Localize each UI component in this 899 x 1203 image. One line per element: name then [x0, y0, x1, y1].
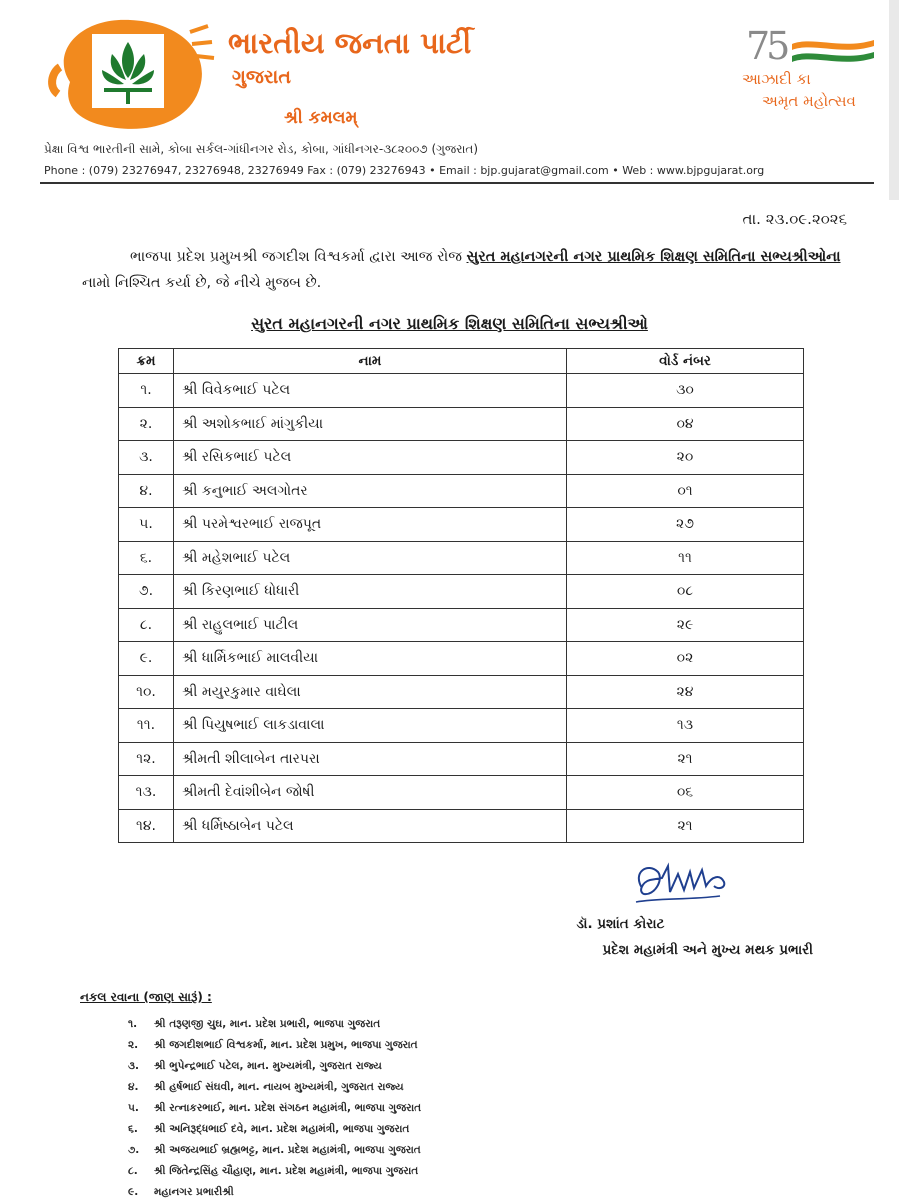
intro-highlight: સુરત મહાનગરની નગર પ્રાથમિક શિક્ષણ સમિતિના સભ્યશ્રીઓના [466, 249, 841, 265]
ward-cell: ૦૧ [567, 474, 804, 508]
copy-item-text: મહાનગર પ્રભારીશ્રી [154, 1186, 234, 1198]
ward-cell: ૨૯ [567, 608, 804, 642]
table-row [119, 474, 804, 508]
table-row [119, 776, 804, 810]
serial-cell: ૧૧. [119, 709, 174, 743]
table-row [119, 508, 804, 542]
ward-cell: ૩૦ [567, 374, 804, 408]
name-cell: શ્રી મયુરકુમાર વાઘેલા [174, 675, 567, 709]
azadi-number: 75 [746, 24, 787, 68]
name-cell: શ્રી કનુભાઈ અલગોતર [174, 474, 567, 508]
ward-cell: ૨૭ [567, 508, 804, 542]
name-cell: શ્રી પિયુષભાઈ લાકડાવાલા [174, 709, 567, 743]
table-header-row [119, 349, 804, 374]
ward-cell: ૦૬ [567, 776, 804, 810]
table-row [119, 742, 804, 776]
header-ward: વોર્ડ નંબર [567, 349, 804, 374]
table-row [119, 441, 804, 475]
name-cell: શ્રી કિરણભાઈ ધોધારી [174, 575, 567, 609]
copy-to-heading: નકલ રવાના (જાણ સારૂં) : [80, 990, 212, 1004]
copy-to-list [128, 1014, 421, 1203]
serial-cell: ૧૦. [119, 675, 174, 709]
copy-item-text: શ્રી જગદીશભાઈ વિશ્વકર્મા, માન. પ્રદેશ પ્રમુખ, ભાજપા ગુજરાત [154, 1039, 418, 1051]
copy-item-number: ૨. [128, 1039, 139, 1051]
signatory-name: ડૉ. પ્રશાંત કોરાટ [576, 916, 665, 932]
table-row [119, 407, 804, 441]
name-cell: શ્રી ધાર્મિકભાઈ માલવીયા [174, 642, 567, 676]
copy-item-number: ૮. [128, 1165, 138, 1177]
members-table [118, 348, 804, 843]
copy-item-number: ૫. [128, 1102, 139, 1114]
intro-paragraph [82, 244, 852, 296]
table-heading: સુરત મહાનગરની નગર પ્રાથમિક શિક્ષણ સમિતિના સભ્યશ્રીઓ [251, 314, 648, 333]
azadi-line-1: આઝાદી કા [742, 70, 811, 88]
azadi-line-2: અમૃત મહોત્સવ [762, 92, 856, 110]
header-serial: ક્રમ [119, 349, 174, 374]
name-cell: શ્રીમતી દેવાંશીબેન જોષી [174, 776, 567, 810]
copy-item-number: ૧. [128, 1018, 138, 1030]
table-row [119, 709, 804, 743]
list-item [128, 1119, 421, 1140]
name-cell: શ્રી વિવેકભાઈ પટેલ [174, 374, 567, 408]
list-item [128, 1035, 421, 1056]
name-cell: શ્રી અશોકભાઈ માંગુકીયા [174, 407, 567, 441]
table-row [119, 541, 804, 575]
copy-item-text: શ્રી જિતેન્દ્રસિંહ ચૌહાણ, માન. પ્રદેશ મહામંત્રી, ભાજપા ગુજરાત [154, 1165, 419, 1177]
name-cell: શ્રીમતી શીલાબેન તારપરા [174, 742, 567, 776]
ward-cell: ૨૧ [567, 809, 804, 843]
intro-lead: ભાજપા પ્રદેશ પ્રમુખશ્રી જગદીશ વિશ્વકર્મા દ્વારા આજ રોજ [130, 249, 462, 265]
party-state: ગુજરાત [232, 66, 291, 88]
ward-cell: ૦૮ [567, 575, 804, 609]
handwritten-signature [628, 858, 738, 912]
party-name: ભારતીય જનતા પાર્ટી [228, 26, 472, 60]
serial-cell: ૧૪. [119, 809, 174, 843]
serial-cell: ૮. [119, 608, 174, 642]
office-address: પ્રેક્ષા વિશ્વ ભારતીની સામે, કોબા સર્કલ-ગાંધીનગર રોડ, કોબા, ગાંધીનગર-૩૮૨૦૦૭ (ગુજરાત) [44, 142, 479, 156]
table-row [119, 575, 804, 609]
copy-item-number: ૩. [128, 1060, 139, 1072]
list-item [128, 1161, 421, 1182]
name-cell: શ્રી મહેશભાઈ પટેલ [174, 541, 567, 575]
serial-cell: ૨. [119, 407, 174, 441]
serial-cell: ૪. [119, 474, 174, 508]
list-item [128, 1014, 421, 1035]
azadi-ka-amrit-mahotsav-logo [740, 24, 880, 118]
table-row [119, 608, 804, 642]
office-name: શ્રી કમલમ્ [284, 108, 358, 128]
ward-cell: ૧૩ [567, 709, 804, 743]
copy-item-number: ૪. [128, 1081, 139, 1093]
serial-cell: ૭. [119, 575, 174, 609]
serial-cell: ૬. [119, 541, 174, 575]
copy-item-number: ૬. [128, 1123, 138, 1135]
ward-cell: ૨૧ [567, 742, 804, 776]
serial-cell: ૧૨. [119, 742, 174, 776]
copy-item-text: શ્રી ભુપેન્દ્રભાઈ પટેલ, માન. મુખ્યમંત્રી, ગુજરાત રાજ્ય [154, 1060, 382, 1072]
tricolour-flag-icon [792, 36, 874, 64]
signatory-title: પ્રદેશ મહામંત્રી અને મુખ્ય મથક પ્રભારી [602, 942, 813, 958]
list-item [128, 1056, 421, 1077]
serial-cell: ૩. [119, 441, 174, 475]
copy-item-number: ૯. [128, 1186, 139, 1198]
copy-item-text: શ્રી અનિરૂદ્ધભાઈ દવે, માન. પ્રદેશ મહામંત્રી, ભાજપા ગુજરાત [154, 1123, 410, 1135]
table-row [119, 675, 804, 709]
serial-cell: ૯. [119, 642, 174, 676]
serial-cell: ૫. [119, 508, 174, 542]
ward-cell: ૨૪ [567, 675, 804, 709]
serial-cell: ૧. [119, 374, 174, 408]
name-cell: શ્રી પરમેશ્વરભાઈ રાજપૂત [174, 508, 567, 542]
copy-item-number: ૭. [128, 1144, 140, 1156]
intro-tail: નામો નિશ્ચિત કર્યા છે, જે નીચે મુજબ છે. [82, 275, 322, 291]
list-item [128, 1098, 421, 1119]
page-edge [889, 0, 899, 200]
copy-item-text: શ્રી તરૂણજી ચુઘ, માન. પ્રદેશ પ્રભારી, ભાજપા ગુજરાત [154, 1018, 381, 1030]
ward-cell: ૧૧ [567, 541, 804, 575]
name-cell: શ્રી ધર્મિષ્ઠાબેન પટેલ [174, 809, 567, 843]
bjp-lotus-logo [40, 12, 215, 137]
ward-cell: ૦૨ [567, 642, 804, 676]
list-item [128, 1077, 421, 1098]
name-cell: શ્રી રસિકભાઈ પટેલ [174, 441, 567, 475]
name-cell: શ્રી રાહુલભાઈ પાટીલ [174, 608, 567, 642]
copy-item-text: શ્રી રત્નાકરભાઈ, માન. પ્રદેશ સંગઠન મહામંત્રી, ભાજપા ગુજરાત [154, 1102, 422, 1114]
table-row [119, 374, 804, 408]
ward-cell: ૨૦ [567, 441, 804, 475]
header-divider [40, 182, 874, 184]
contact-info: Phone : (079) 23276947, 23276948, 23276949 Fax : (079) 23276943 • Email : bjp.gujarat@gmail.com • Web : www.bjpgujarat.org [44, 164, 765, 177]
copy-item-text: શ્રી અજયભાઈ બ્રહ્મભટ્ટ, માન. પ્રદેશ મહામંત્રી, ભાજપા ગુજરાત [154, 1144, 421, 1156]
ward-cell: ૦૪ [567, 407, 804, 441]
table-row [119, 642, 804, 676]
letter-date: તા. ૨૩.૦૯.૨૦૨૬ [742, 210, 847, 228]
header-name: નામ [174, 349, 567, 374]
copy-item-text: શ્રી હર્ષભાઈ સંઘવી, માન. નાયબ મુખ્યમંત્રી, ગુજરાત રાજ્ય [154, 1081, 404, 1093]
table-row [119, 809, 804, 843]
serial-cell: ૧૩. [119, 776, 174, 810]
list-item [128, 1140, 421, 1161]
